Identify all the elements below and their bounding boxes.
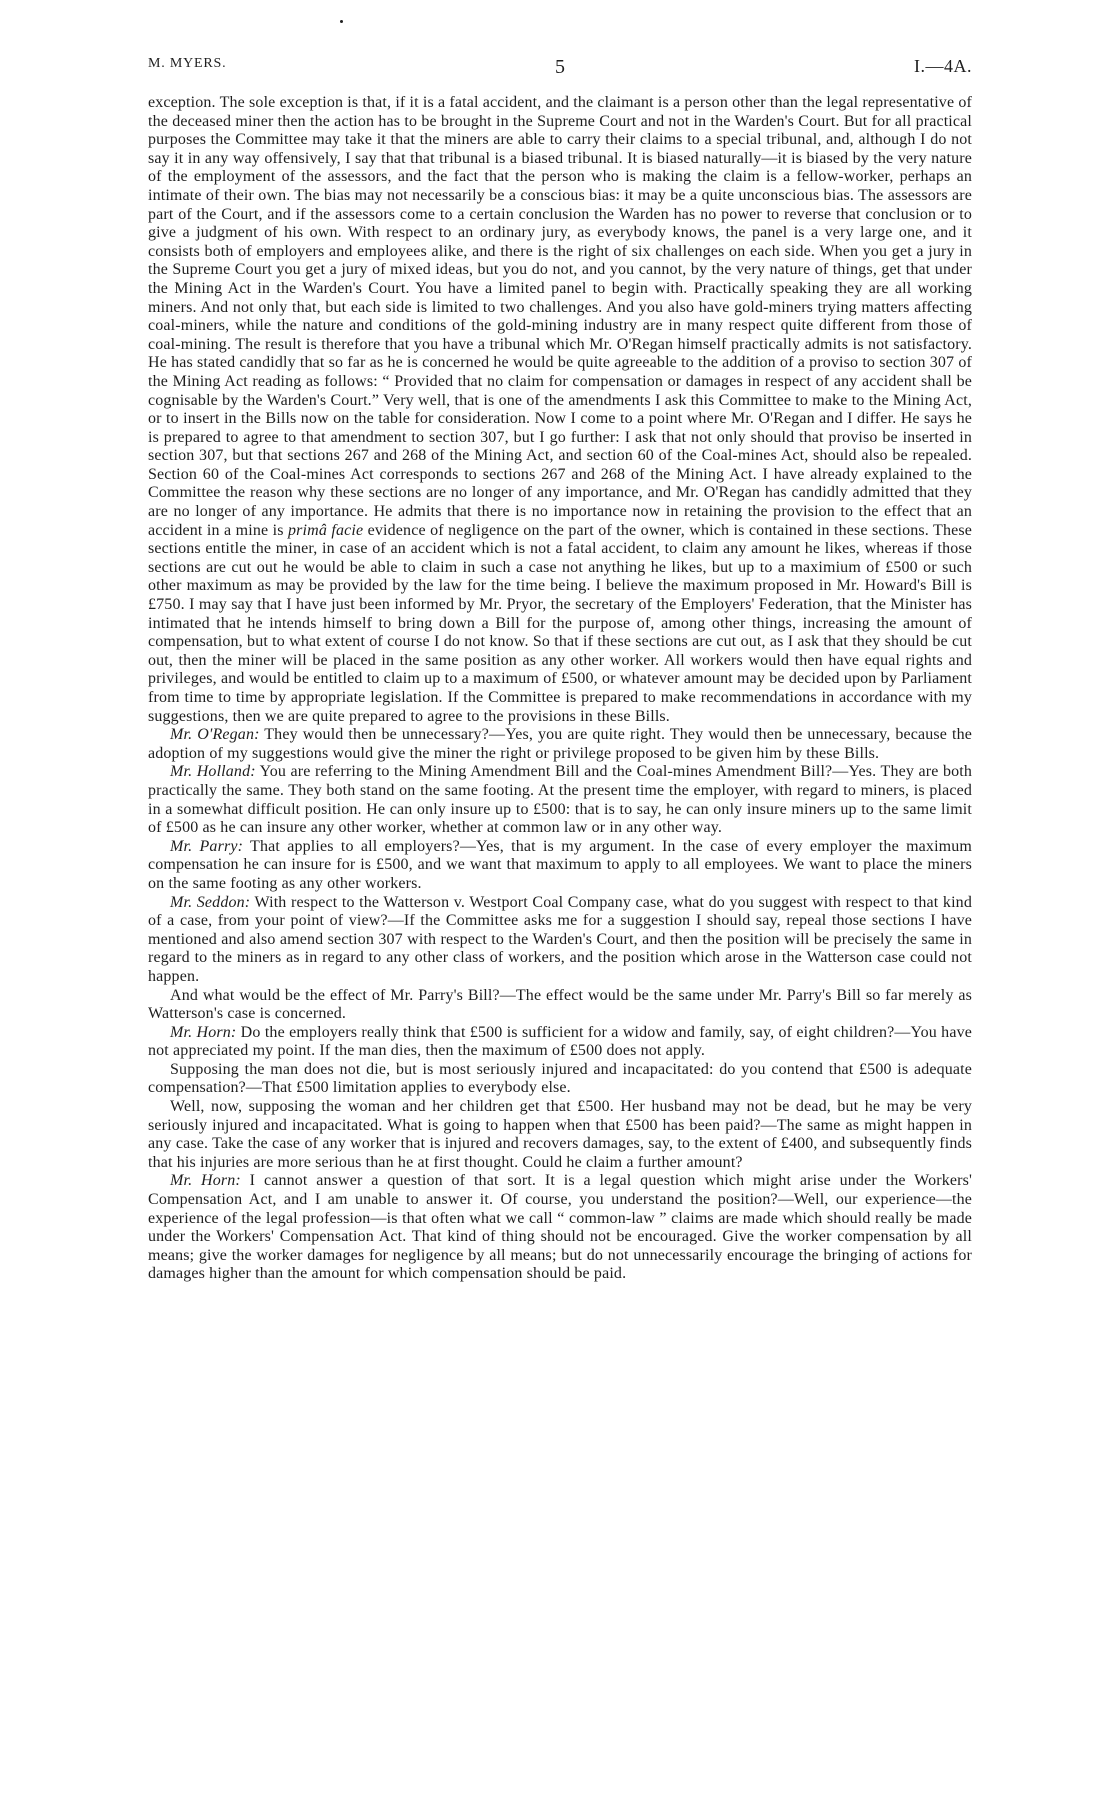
paragraph	[148, 987, 972, 1024]
paragraph	[148, 726, 972, 763]
paragraph-text: And what would be the effect of Mr. Parry's Bill?—The effect would be the same under Mr. Parry's Bill so far merely as Watterson's case is concerned.	[148, 986, 972, 1023]
page-header	[148, 36, 972, 76]
paragraph-text: That applies to all employers?—Yes, that is my argument. In the case of every employer the maximum compensation he can insure for is £500, and we want that maximum to apply to all employees. We want to place the miners on the same footing as any other workers.	[148, 837, 973, 892]
latin-phrase: primâ facie	[288, 521, 364, 539]
speaker-name: Mr. Parry:	[170, 837, 244, 855]
paragraph-text: With respect to the Watterson v. Westport Coal Company case, what do you suggest with respect to that kind of a case, from your point of view?—If the Committee asks me for a suggestion I should say, repeal those sections I have mentioned and also amend section 307 with respect to the Warden's Court, and then the position will be precisely the same in regard to the miners as in regard to any other class of workers, and the position which arose in the Watterson case could not happen.	[148, 893, 972, 985]
speaker-name: Mr. O'Regan:	[170, 726, 260, 744]
paragraph-text: I cannot answer a question of that sort. It is a legal question which might arise under the Workers' Compensation Act, and I am unable to answer it. Of course, you understand the position?—Well, our experience—the experience of the legal profession—is that often what we call “ common-law ” claims are made which should really be made under the Workers' Compensation Act. That kind of thing should not be encouraged. Give the worker compensation by all means; give the worker damages for negligence by all means; but do not unnecessarily encourage the bringing of actions for damages higher than the amount for which compensation should be paid.	[148, 1172, 972, 1283]
paper-reference: I.—4A.	[914, 56, 972, 76]
paragraph-text: Supposing the man does not die, but is most seriously injured and incapacitated: do you contend that £500 is adequate compensation?—That £500 limitation applies to everybody else.	[148, 1060, 972, 1097]
paragraph-text: Do the employers really think that £500 is sufficient for a widow and family, say, of eight children?—You have not appreciated my point. If the man dies, then the maximum of £500 does not apply.	[148, 1023, 972, 1060]
paragraph	[148, 894, 972, 987]
speaker-name: Mr. Horn:	[170, 1172, 241, 1190]
paragraph	[148, 763, 972, 837]
body-text	[148, 94, 972, 1284]
paragraph-text-continued: evidence of negligence on the part of the owner, which is contained in these sections. These sections entitle the miner, in case of an accident which is not a fatal accident, to claim any amount he likes, whereas if those sections are cut out he would be able to claim in such a case not anything he likes, but up to a maximium of £500 or such other maximum as may be provided by the law for the time being. I believe the maximum proposed in Mr. Howard's Bill is £750. I may say that I have just been informed by Mr. Pryor, the secretary of the Employers' Federation, that the Minister has intimated that he intends himself to bring down a Bill for the purpose of, among other things, increasing the amount of compensation, but to what extent of course I do not know. So that if these sections are cut out, as I ask that they should be cut out, then the miner will be placed in the same position as any other worker. All workers would then have equal rights and privileges, and would be entitled to claim up to a maximum of £500, or whatever amount may be decided upon by Parliament from time to time by appropriate legislation. If the Committee is prepared to make recommendations in accordance with my suggestions, then we are quite prepared to agree to the provisions in these Bills.	[148, 521, 972, 725]
speaker-name: Mr. Horn:	[170, 1023, 237, 1041]
paragraph	[148, 94, 972, 726]
speaker-name: Mr. Holland:	[170, 763, 256, 781]
paragraph-text: exception. The sole exception is that, if it is a fatal accident, and the claimant is a person other than the legal representative of the deceased miner then the action has to be brought in the Supreme Court and not in the Warden's Court. But for all practical purposes the Committee may take it that the miners are able to carry their claims to a special tribunal, and, although I do not say it in any way offensively, I say that that tribunal is a biased tribunal. It is biased naturally—it is biased by the very nature of the employment of the assessors, and the fact that the person who is making the claim is a fellow-worker, perhaps an intimate of their own. The bias may not necessarily be a conscious bias: it may be a quite unconscious bias. The assessors are part of the Court, and if the assessors come to a certain conclusion the Warden has no power to reverse that conclusion or to give a judgment of his own. With respect to an ordinary jury, as everybody knows, the panel is a very large one, and it consists both of employers and employees alike, and there is the right of six challenges on each side. When you get a jury in the Supreme Court you get a jury of mixed ideas, but you do not, and you cannot, by the very nature of things, get that under the Mining Act in the Warden's Court. You have a limited panel to begin with. Practically speaking they are all working miners. And not only that, but each side is limited to two challenges. And you also have gold-miners trying matters affecting coal-miners, while the nature and conditions of the gold-mining industry are in many respect quite different from those of coal-mining. The result is therefore that you have a tribunal which Mr. O'Regan himself practically admits is not satisfactory. He has stated candidly that so far as he is concerned he would be quite agreeable to the addition of a proviso to section 307 of the Mining Act reading as follows: “ Provided that no claim for compensation or damages in respect of any accident shall be cognisable by the Warden's Court.” Very well, that is one of the amendments I ask this Committee to make to the Mining Act, or to insert in the Bills now on the table for consideration. Now I come to a point where Mr. O'Regan and I differ. He says he is prepared to agree to that amendment to section 307, but I go further: I ask that not only should that proviso be inserted in section 307, but that sections 267 and 268 of the Mining Act, and section 60 of the Coal-mines Act, should also be repealed. Section 60 of the Coal-mines Act corresponds to sections 267 and 268 of the Mining Act. I have already explained to the Committee the reason why these sections are no longer of any importance, and Mr. O'Regan has candidly admitted that they are no longer of any importance. He admits that there is no importance now in retaining the provision to the effect that an accident in a mine is	[148, 94, 972, 539]
paragraph	[148, 1024, 972, 1061]
paragraph	[148, 1098, 972, 1172]
paragraph	[148, 1172, 972, 1284]
paragraph-text: They would then be unnecessary?—Yes, you are quite right. They would then be unnecessary, because the adoption of my suggestions would give the miner the right or privilege proposed to be given him by these Bills.	[148, 726, 972, 762]
speaker-name: Mr. Seddon:	[170, 893, 251, 911]
paragraph	[148, 838, 972, 894]
paragraph	[148, 1061, 972, 1098]
header-witness-name: M. MYERS.	[148, 56, 227, 71]
paragraph-text: You are referring to the Mining Amendment Bill and the Coal-mines Amendment Bill?—Yes. They are both practically the same. They both stand on the same footing. At the present time the employer, with regard to miners, is placed in a somewhat difficult position. He can only insure up to £500: that is to say, he can only insure miners up to the same limit of £500 as he can insure any other worker, whether at common law or in any other way.	[148, 763, 972, 837]
page-number: 5	[555, 56, 565, 78]
paragraph-text: Well, now, supposing the woman and her children get that £500. Her husband may not be dead, but he may be very seriously injured and incapacitated. What is going to happen when that £500 has been paid?—The same as might happen in any case. Take the case of any worker that is injured and recovers damages, say, to the extent of £400, and subsequently finds that his injuries are more serious than he at first thought. Could he claim a further amount?	[148, 1098, 972, 1171]
